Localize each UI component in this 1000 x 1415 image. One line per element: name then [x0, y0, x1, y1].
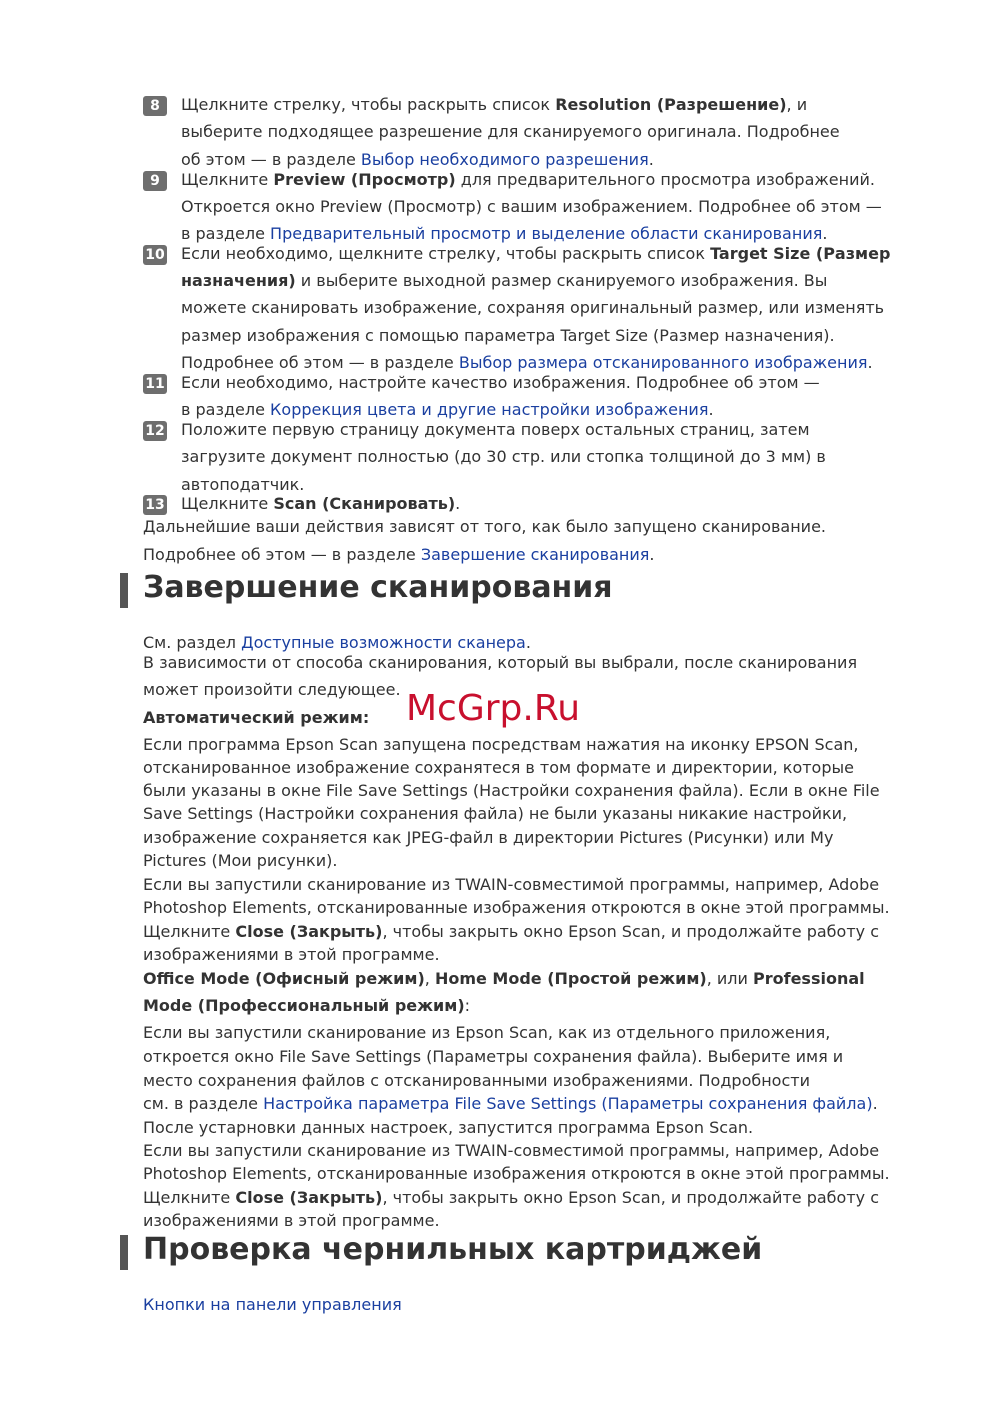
text-run: в разделе — [181, 224, 271, 243]
watermark-text: McGrp.Ru — [406, 688, 581, 729]
text-run: Дальнейшие ваши действия зависят от того, как было запущено сканирование. — [143, 517, 826, 536]
text-run: , или — [706, 969, 753, 988]
paragraph-line — [143, 1118, 753, 1137]
text-run: автоподатчик. — [181, 475, 305, 494]
bold-text: Office Mode (Офисный режим) — [143, 969, 425, 988]
text-run: отсканированное изображение сохранятеся в том формате и директории, которые — [143, 758, 854, 777]
bold-text: Resolution (Разрешение) — [555, 95, 787, 114]
text-run: Если программа Epson Scan запущена посредствам нажатия на иконку EPSON Scan, — [143, 735, 859, 754]
text-run: Щелкните — [181, 170, 274, 189]
text-run: об этом — в разделе — [181, 150, 361, 169]
paragraph-line — [143, 1047, 843, 1066]
paragraph-line — [143, 969, 865, 988]
text-run: изображениями в этой программе. — [143, 945, 440, 964]
text-run: Подробнее об этом — в разделе — [181, 353, 459, 372]
step-text-line — [181, 298, 884, 317]
paragraph-line — [143, 1141, 879, 1160]
paragraph-line — [143, 545, 655, 564]
step-text-line — [181, 95, 807, 114]
step-text-line — [181, 400, 714, 419]
step-text-line — [181, 224, 827, 243]
text-run: : — [464, 996, 471, 1015]
text-run: , и — [786, 95, 808, 114]
text-run: и выберите выходной размер сканируемого изображения. Вы — [295, 271, 828, 290]
text-run: Photoshop Elements, отсканированные изображения откроются в окне этой программы. — [143, 1164, 890, 1183]
text-run: Photoshop Elements, отсканированные изображения откроются в окне этой программы. — [143, 898, 890, 917]
step-text-line — [181, 475, 304, 494]
heading-accent-bar — [120, 573, 128, 608]
paragraph-line — [143, 1188, 879, 1207]
link-target-size[interactable]: Выбор размера отсканированного изображения — [458, 353, 868, 372]
paragraph-line — [143, 875, 879, 894]
paragraph-line — [143, 1295, 402, 1314]
text-run: . — [455, 494, 461, 513]
bold-text: назначения) — [181, 271, 296, 290]
text-run: Щелкните стрелку, чтобы раскрыть список — [181, 95, 556, 114]
text-run: Если необходимо, щелкните стрелку, чтобы раскрыть список — [181, 244, 711, 263]
bold-text: Close (Закрыть) — [235, 1188, 383, 1207]
link-resolution-selection[interactable]: Выбор необходимого разрешения — [360, 150, 649, 169]
bold-text: Close (Закрыть) — [235, 922, 383, 941]
text-run: может произойти следующее. — [143, 680, 401, 699]
text-run: изображениями в этой программе. — [143, 1211, 440, 1230]
text-run: , чтобы закрыть окно Epson Scan, и продолжайте работу с — [382, 922, 879, 941]
bold-text: Mode (Профессиональный режим) — [143, 996, 465, 1015]
bold-text: Preview (Просмотр) — [273, 170, 456, 189]
paragraph-line — [143, 996, 470, 1015]
text-run: загрузите документ полностью (до 30 стр. или стопка толщиной до 3 мм) в — [181, 447, 826, 466]
step-text-line — [181, 494, 460, 513]
step-number-badge: 11 — [143, 374, 167, 394]
text-run: . — [648, 150, 654, 169]
text-run: Если необходимо, настройте качество изображения. Подробнее об этом — — [181, 373, 820, 392]
text-run: Откроется окно Preview (Просмотр) с вашим изображением. Подробнее об этом — — [181, 197, 882, 216]
text-run: были указаны в окне File Save Settings (Настройки сохранения файла). Если в окне File — [143, 781, 880, 800]
step-number-badge: 13 — [143, 495, 167, 515]
paragraph-line — [143, 922, 879, 941]
text-run: Pictures (Мои рисунки). — [143, 851, 338, 870]
paragraph-line — [143, 680, 401, 699]
step-text-line — [181, 353, 873, 372]
text-run: Если вы запустили сканирование из Epson Scan, как из отдельного приложения, — [143, 1023, 831, 1042]
section-heading: Завершение сканирования — [143, 570, 613, 605]
text-run: Подробнее об этом — в разделе — [143, 545, 421, 564]
paragraph-line — [143, 517, 826, 536]
text-run: , — [424, 969, 435, 988]
step-number-badge: 12 — [143, 421, 167, 441]
text-run: в разделе — [181, 400, 271, 419]
step-text-line — [181, 122, 840, 141]
subheading — [143, 708, 369, 727]
text-run: для предварительного просмотра изображений. — [455, 170, 875, 189]
paragraph-line — [143, 1211, 440, 1230]
paragraph-line — [143, 758, 854, 777]
step-text-line — [181, 170, 875, 189]
link-file-save-settings[interactable]: Настройка параметра File Save Settings (Параметры сохранения файла) — [263, 1094, 873, 1113]
paragraph-line — [143, 945, 440, 964]
text-run: выберите подходящее разрешение для сканируемого оригинала. Подробнее — [181, 122, 840, 141]
link-color-correction[interactable]: Коррекция цвета и другие настройки изображения — [270, 400, 709, 419]
text-run: . — [708, 400, 714, 419]
step-text-line — [181, 244, 890, 263]
paragraph-line — [143, 653, 857, 672]
paragraph-line — [143, 851, 337, 870]
link-finish-scanning[interactable]: Завершение сканирования — [420, 545, 650, 564]
bold-text: Target Size (Размер — [710, 244, 891, 263]
step-text-line — [181, 197, 882, 216]
paragraph-line — [143, 1094, 878, 1113]
text-run: См. раздел — [143, 633, 242, 652]
section-heading: Проверка чернильных картриджей — [143, 1232, 763, 1267]
bold-text: Автоматический режим: — [143, 708, 370, 727]
text-run: см. в разделе — [143, 1094, 264, 1113]
step-text-line — [181, 373, 820, 392]
text-run: Если вы запустили сканирование из TWAIN-совместимой программы, например, Adobe — [143, 1141, 880, 1160]
text-run: размер изображения с помощью параметра Target Size (Размер назначения). — [181, 326, 835, 345]
text-run: . — [525, 633, 531, 652]
bold-text: Professional — [753, 969, 865, 988]
link-scanner-features[interactable]: Доступные возможности сканера — [241, 633, 526, 652]
link-control-panel-buttons[interactable]: Кнопки на панели управления — [143, 1295, 402, 1314]
paragraph-line — [143, 781, 880, 800]
text-run: В зависимости от способа сканирования, который вы выбрали, после сканирования — [143, 653, 858, 672]
text-run: Положите первую страницу документа поверх остальных страниц, затем — [181, 420, 810, 439]
text-run: Щелкните — [143, 922, 236, 941]
text-run: . — [822, 224, 828, 243]
text-run: . — [649, 545, 655, 564]
paragraph-line — [143, 898, 890, 917]
text-run: Если вы запустили сканирование из TWAIN-совместимой программы, например, Adobe — [143, 875, 880, 894]
text-run: Щелкните — [181, 494, 274, 513]
link-preview-selection[interactable]: Предварительный просмотр и выделение области сканирования — [270, 224, 823, 243]
text-run: Save Settings (Настройки сохранения файла) не были указаны никакие настройки, — [143, 804, 848, 823]
paragraph-line — [143, 1071, 810, 1090]
step-text-line — [181, 271, 827, 290]
text-run: . — [872, 1094, 878, 1113]
step-text-line — [181, 150, 654, 169]
text-run: изображение сохраняется как JPEG-файл в директории Pictures (Рисунки) или My — [143, 828, 834, 847]
step-number-badge: 10 — [143, 245, 167, 265]
text-run: . — [867, 353, 873, 372]
text-run: После устарновки данных настроек, запустится программа Epson Scan. — [143, 1118, 754, 1137]
bold-text: Scan (Сканировать) — [273, 494, 456, 513]
text-run: , чтобы закрыть окно Epson Scan, и продолжайте работу с — [382, 1188, 879, 1207]
text-run: Щелкните — [143, 1188, 236, 1207]
step-number-badge: 9 — [143, 171, 167, 191]
paragraph-line — [143, 804, 847, 823]
paragraph-line — [143, 1164, 890, 1183]
bold-text: Home Mode (Простой режим) — [434, 969, 707, 988]
paragraph-line — [143, 735, 859, 754]
paragraph-line — [143, 1023, 830, 1042]
step-number-badge: 8 — [143, 96, 167, 116]
heading-accent-bar — [120, 1235, 128, 1270]
step-text-line — [181, 447, 826, 466]
text-run: место сохранения файлов с отсканированными изображениями. Подробности — [143, 1071, 810, 1090]
text-run: можете сканировать изображение, сохраняя оригинальный размер, или изменять — [181, 298, 885, 317]
step-text-line — [181, 326, 835, 345]
text-run: откроется окно File Save Settings (Параметры сохранения файла). Выберите имя и — [143, 1047, 844, 1066]
paragraph-line — [143, 633, 531, 652]
paragraph-line — [143, 828, 833, 847]
step-text-line — [181, 420, 810, 439]
